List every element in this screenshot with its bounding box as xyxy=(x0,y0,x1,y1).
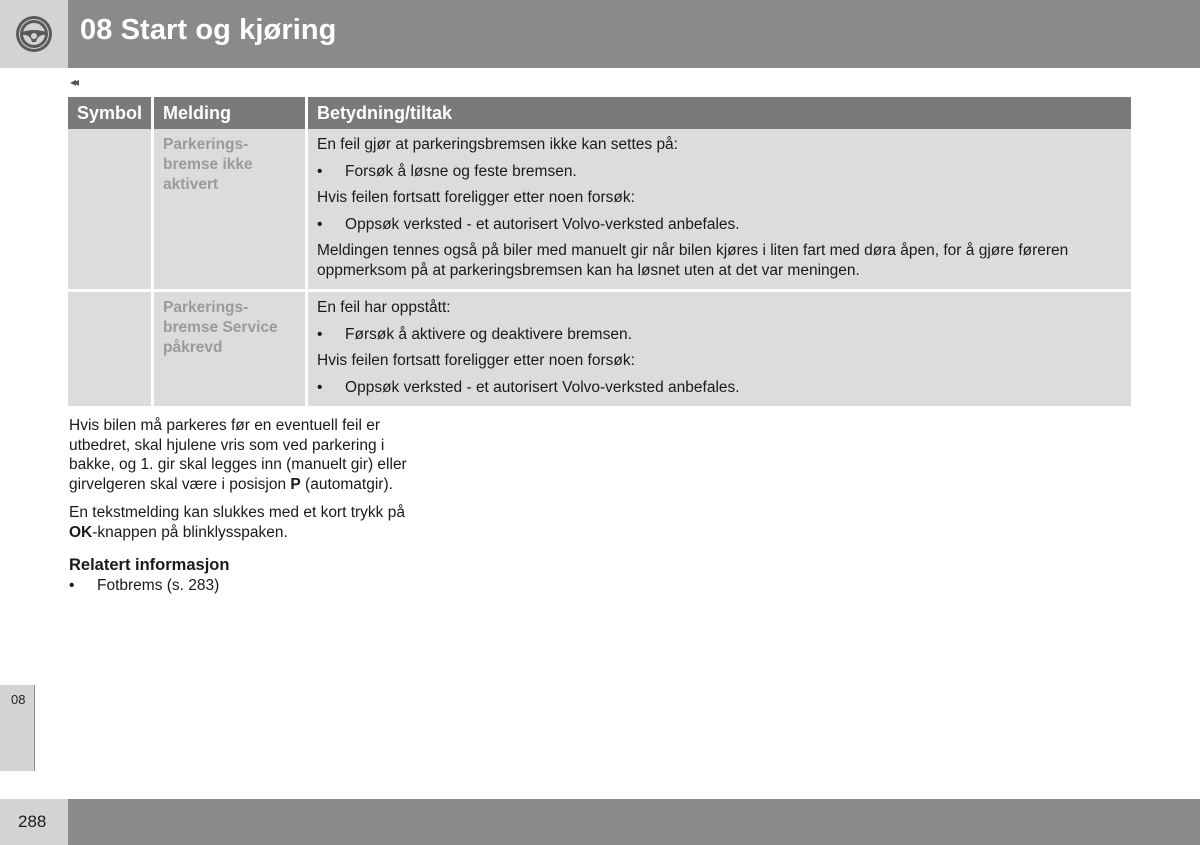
column-header-betydning: Betydning/tiltak xyxy=(307,97,1131,129)
melding-text: Parkerings- bremse ikke aktivert xyxy=(163,136,253,193)
symbol-cell xyxy=(68,291,153,407)
column-header-melding: Melding xyxy=(153,97,307,129)
symbol-cell xyxy=(68,129,153,291)
bullet-text: Førsøk å aktivere og deaktivere bremsen. xyxy=(345,326,632,343)
table-row xyxy=(68,129,1131,291)
steering-wheel-icon xyxy=(14,14,54,54)
body-text xyxy=(69,416,409,595)
middle-text: Hvis feilen fortsatt foreligger etter noen forsøk: xyxy=(317,189,635,206)
table-header-row xyxy=(68,97,1131,129)
betydning-cell xyxy=(307,129,1131,291)
bullet-icon: • xyxy=(317,163,323,180)
related-link-fotbrems[interactable] xyxy=(69,576,409,596)
footer-band xyxy=(0,799,1200,845)
bullet-text: Oppsøk verksted - et autorisert Volvo-verksted anbefales. xyxy=(345,216,740,233)
bullet-icon: • xyxy=(317,379,323,396)
paragraph-text: Hvis bilen må parkeres før en eventuell feil er utbedret, skal hjulene vris som ved parkering i bakke, og 1. gir skal legges inn (manuelt gir) eller girvelgeren skal være i posisjon xyxy=(69,417,407,493)
list-item xyxy=(317,325,1122,345)
gear-position-label: P xyxy=(290,475,301,493)
bullet-text: Forsøk å løsne og feste bremsen. xyxy=(345,163,577,180)
message-table xyxy=(68,97,1131,406)
chapter-side-tab xyxy=(0,685,35,771)
melding-cell xyxy=(153,291,307,407)
list-item xyxy=(317,378,1122,398)
paragraph-text: (automatgir). xyxy=(300,475,393,493)
paragraph-text: -knappen på blinklysspaken. xyxy=(92,523,288,541)
ok-paragraph xyxy=(69,503,409,542)
related-link-text[interactable]: Fotbrems (s. 283) xyxy=(97,576,220,594)
header-icon-box xyxy=(0,0,68,68)
related-heading: Relatert informasjon xyxy=(69,556,230,574)
page-number: 288 xyxy=(18,812,47,831)
melding-text: Parkerings- bremse Service påkrevd xyxy=(163,299,278,356)
side-tab-label: 08 xyxy=(11,692,26,707)
chapter-title: 08 Start og kjøring xyxy=(80,14,337,46)
bullet-icon: • xyxy=(317,326,323,343)
intro-text: En feil har oppstått: xyxy=(317,299,451,316)
intro-text: En feil gjør at parkeringsbremsen ikke kan settes på: xyxy=(317,136,678,153)
middle-text: Hvis feilen fortsatt foreligger etter noen forsøk: xyxy=(317,352,635,369)
parking-paragraph xyxy=(69,416,409,494)
melding-cell xyxy=(153,129,307,291)
list-item xyxy=(317,215,1122,235)
paragraph-text: En tekstmelding kan slukkes med et kort trykk på xyxy=(69,504,405,521)
bullet-icon: • xyxy=(317,216,323,233)
column-header-symbol: Symbol xyxy=(68,97,153,129)
bullet-text: Oppsøk verksted - et autorisert Volvo-verksted anbefales. xyxy=(345,379,740,396)
table-row xyxy=(68,291,1131,407)
ok-button-label: OK xyxy=(69,523,93,541)
betydning-cell xyxy=(307,291,1131,407)
note-text: Meldingen tennes også på biler med manuelt gir når bilen kjøres i liten fart med døra åpen, for å gjøre føreren oppmerksom på at parkeringsbremsen kan ha løsnet uten at det var meningen. xyxy=(317,242,1069,279)
double-chevron-left-icon[interactable]: ◂◂ xyxy=(70,75,77,89)
bullet-icon: • xyxy=(69,576,75,594)
list-item xyxy=(317,162,1122,182)
